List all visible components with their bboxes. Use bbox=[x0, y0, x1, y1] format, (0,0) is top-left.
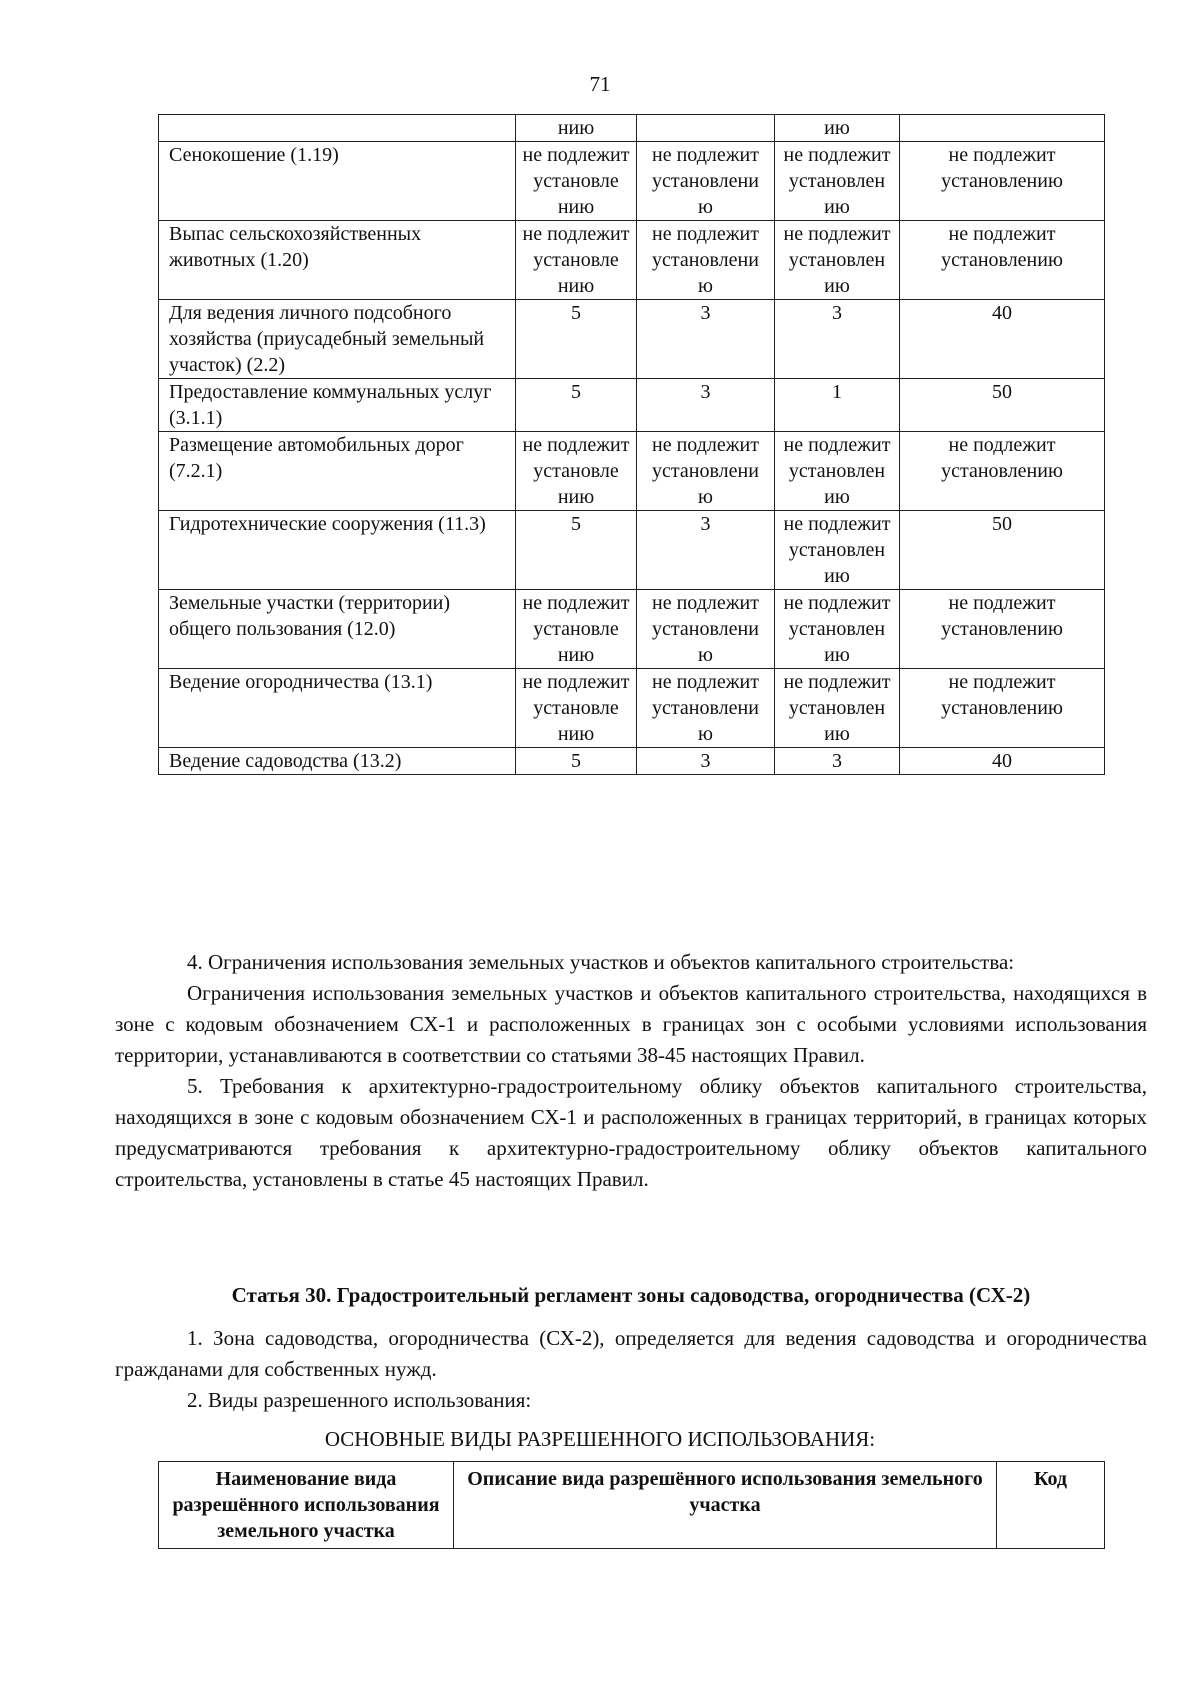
table-cell: 3 bbox=[637, 300, 775, 379]
table-cell: 1 bbox=[775, 379, 900, 432]
table-cell: не подлежит установлен ию bbox=[775, 221, 900, 300]
paragraph-5: 5. Требования к архитектурно-градостроительному облику объектов капитального строительства, находящихся в зоне с кодовым обозначением СХ-1 и расположенных в границах территорий, в границах которых предусматриваются требования к архитектурно-градостроительному облику объектов капитального строительства, установлены в статье 45 настоящих Правил. bbox=[115, 1074, 1147, 1191]
article-paragraph-1: 1. Зона садоводства, огородничества (СХ-2), определяется для ведения садоводства и огородничества гражданами для собственных нужд. bbox=[115, 1326, 1147, 1381]
column-header-description: Описание вида разрешённого использования земельного участка bbox=[454, 1462, 997, 1549]
table-cell: 3 bbox=[637, 379, 775, 432]
table-row bbox=[159, 221, 1105, 300]
table-cell-name: Ведение огородничества (13.1) bbox=[159, 669, 516, 748]
table-row bbox=[159, 511, 1105, 590]
paragraph-4-body: Ограничения использования земельных участков и объектов капитального строительства, находящихся в зоне с кодовым обозначением СХ-1 и расположенных в границах зон с особыми условиями использования территории, устанавливаются в соответствии со статьями 38-45 настоящих Правил. bbox=[115, 981, 1147, 1067]
table-cell-name: Земельные участки (территории) общего пользования (12.0) bbox=[159, 590, 516, 669]
table-cell: не подлежит установлен ию bbox=[775, 511, 900, 590]
table-cell: не подлежит установлению bbox=[900, 221, 1105, 300]
table-cell: не подлежит установле нию bbox=[516, 221, 637, 300]
table-cell: не подлежит установлени ю bbox=[637, 590, 775, 669]
table-cell: 5 bbox=[516, 511, 637, 590]
paragraph-4-title: 4. Ограничения использования земельных участков и объектов капитального строительства: bbox=[187, 950, 1015, 974]
article-text-block bbox=[115, 1323, 1147, 1416]
article-heading: Статья 30. Градостроительный регламент зоны садоводства, огородничества (СХ-2) bbox=[231, 1283, 1031, 1307]
table-cell-name: Размещение автомобильных дорог (7.2.1) bbox=[159, 432, 516, 511]
table-cell bbox=[637, 115, 775, 142]
table-cell-name: Сенокошение (1.19) bbox=[159, 142, 516, 221]
table-cell: 3 bbox=[637, 511, 775, 590]
table-cell: 40 bbox=[900, 748, 1105, 775]
permitted-uses-heading: ОСНОВНЫЕ ВИДЫ РАЗРЕШЕННОГО ИСПОЛЬЗОВАНИЯ: bbox=[324, 1427, 876, 1451]
table-cell: нию bbox=[516, 115, 637, 142]
table-row bbox=[159, 379, 1105, 432]
table-cell: 3 bbox=[637, 748, 775, 775]
table-cell: не подлежит установлен ию bbox=[775, 669, 900, 748]
table-cell: 5 bbox=[516, 379, 637, 432]
table-cell-name: Гидротехнические сооружения (11.3) bbox=[159, 511, 516, 590]
table-cell-name: Для ведения личного подсобного хозяйства (приусадебный земельный участок) (2.2) bbox=[159, 300, 516, 379]
table-row bbox=[159, 748, 1105, 775]
table-row bbox=[159, 300, 1105, 379]
table-cell: не подлежит установле нию bbox=[516, 432, 637, 511]
table-cell: не подлежит установле нию bbox=[516, 590, 637, 669]
table-cell: 50 bbox=[900, 379, 1105, 432]
table-cell bbox=[900, 115, 1105, 142]
table-cell-name: Предоставление коммунальных услуг (3.1.1) bbox=[159, 379, 516, 432]
table-cell: 40 bbox=[900, 300, 1105, 379]
body-text-block bbox=[115, 947, 1147, 1195]
table-cell: 5 bbox=[516, 300, 637, 379]
table-cell: не подлежит установлению bbox=[900, 590, 1105, 669]
table-cell: не подлежит установлени ю bbox=[637, 142, 775, 221]
table-cell: 3 bbox=[775, 300, 900, 379]
table-cell: не подлежит установлению bbox=[900, 669, 1105, 748]
table-cell: не подлежит установлен ию bbox=[775, 142, 900, 221]
table-row bbox=[159, 142, 1105, 221]
table-cell: не подлежит установле нию bbox=[516, 669, 637, 748]
table-cell: не подлежит установлен ию bbox=[775, 432, 900, 511]
table-cell-name: Выпас сельскохозяйственных животных (1.20) bbox=[159, 221, 516, 300]
table-cell: ию bbox=[775, 115, 900, 142]
table-cell: 50 bbox=[900, 511, 1105, 590]
table-cell: не подлежит установлени ю bbox=[637, 669, 775, 748]
table-cell: не подлежит установлен ию bbox=[775, 590, 900, 669]
column-header-name: Наименование вида разрешённого использования земельного участка bbox=[159, 1462, 454, 1549]
table-cell: не подлежит установле нию bbox=[516, 142, 637, 221]
article-paragraph-2: 2. Виды разрешенного использования: bbox=[187, 1388, 532, 1412]
article-block bbox=[115, 1280, 1147, 1311]
table-row bbox=[159, 669, 1105, 748]
page-number: 71 bbox=[589, 72, 611, 96]
table-cell: не подлежит установлению bbox=[900, 432, 1105, 511]
table-cell-name: Ведение садоводства (13.2) bbox=[159, 748, 516, 775]
table-header-row bbox=[159, 1462, 1105, 1549]
regulations-table bbox=[158, 114, 1105, 775]
table-cell: не подлежит установлени ю bbox=[637, 432, 775, 511]
table-cell: не подлежит установлению bbox=[900, 142, 1105, 221]
table-row bbox=[159, 115, 1105, 142]
table-cell: 5 bbox=[516, 748, 637, 775]
column-header-code: Код bbox=[997, 1462, 1105, 1549]
table-row bbox=[159, 432, 1105, 511]
table-row bbox=[159, 590, 1105, 669]
table-cell-name bbox=[159, 115, 516, 142]
table-cell: 3 bbox=[775, 748, 900, 775]
permitted-uses-table bbox=[158, 1461, 1105, 1549]
table-cell: не подлежит установлени ю bbox=[637, 221, 775, 300]
